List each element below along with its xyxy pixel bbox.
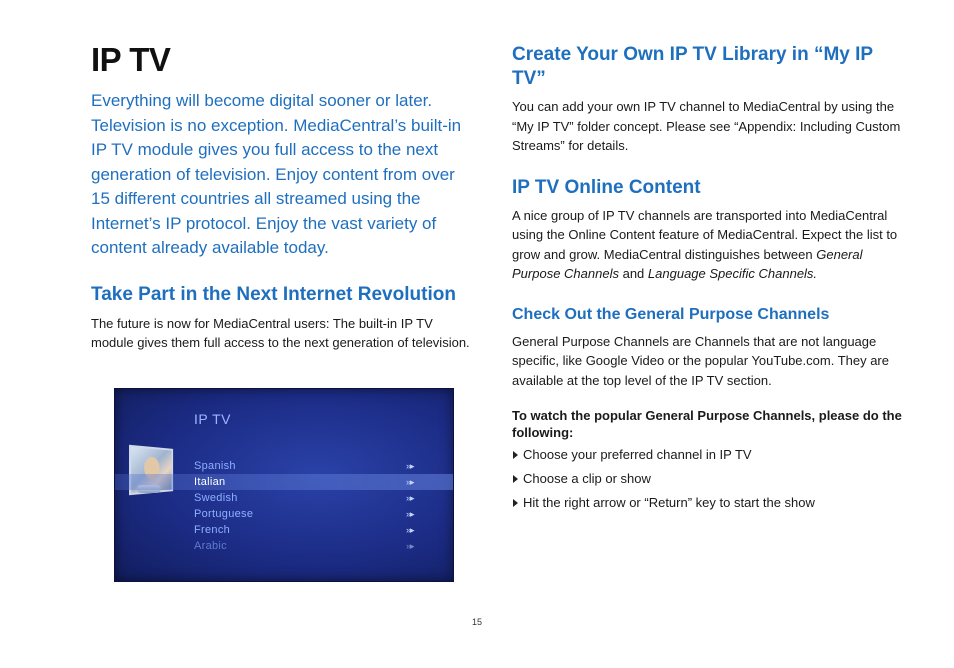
arrow-icon: »▸ bbox=[406, 509, 414, 519]
page-number: 15 bbox=[471, 617, 482, 627]
library-body: You can add your own IP TV channel to MediaCentral by using the “My IP TV” folder concept. Please see “Appendix: Including Custom Streams” for details. bbox=[512, 99, 901, 153]
list-item: Choose a clip or show bbox=[512, 469, 902, 488]
page-title: IP TV bbox=[91, 41, 171, 78]
menu-item-arabic: Arabic »▸ bbox=[194, 540, 414, 552]
arrow-icon: »▸ bbox=[406, 541, 414, 551]
online-content-body: A nice group of IP TV channels are transported into MediaCentral using the Online Content feature of MediaCentral. Expect the list to grow and grow. MediaCentral distinguishes between General Purpose Channels and Language Specific Channels. bbox=[512, 207, 898, 281]
menu-item-italian: Italian »▸ bbox=[115, 474, 453, 490]
revolution-heading: Take Part in the Next Internet Revolution bbox=[91, 283, 456, 305]
list-item: Choose your preferred channel in IP TV bbox=[512, 445, 902, 464]
list-item: Hit the right arrow or “Return” key to start the show bbox=[512, 493, 902, 512]
instructions-heading: To watch the popular General Purpose Channels, please do the following: bbox=[512, 408, 902, 440]
intro-paragraph: Everything will become digital sooner or later. Television is no exception. MediaCentral’s built-in IP TV module gives you full access to the next generation of television. Enjoy content from over 15 different countries all streamed using the Internet’s IP protocol. Enjoy the vast variety of content already available today. bbox=[91, 91, 462, 257]
arrow-icon: »▸ bbox=[406, 525, 414, 535]
steps-list bbox=[512, 445, 902, 512]
language-menu bbox=[115, 458, 453, 554]
bullet-triangle-icon bbox=[513, 499, 518, 507]
screenshot-title: IP TV bbox=[194, 411, 232, 427]
general-purpose-body: General Purpose Channels are Channels that are not language specific, like Google Video or the popular YouTube.com. They are available at the top level of the IP TV section. bbox=[512, 333, 889, 388]
arrow-icon: »▸ bbox=[406, 477, 414, 487]
revolution-body: The future is now for MediaCentral users: The built-in IP TV module gives them full access to the next generation of television. bbox=[91, 315, 470, 350]
menu-item-spanish: Spanish »▸ bbox=[194, 460, 414, 472]
right-column bbox=[512, 43, 902, 517]
arrow-icon: »▸ bbox=[406, 461, 414, 471]
ip-tv-menu-screenshot bbox=[114, 388, 454, 582]
bullet-triangle-icon bbox=[513, 451, 518, 459]
left-column bbox=[91, 40, 476, 353]
menu-item-french: French »▸ bbox=[194, 524, 414, 536]
online-content-heading: IP TV Online Content bbox=[512, 176, 701, 198]
general-purpose-heading: Check Out the General Purpose Channels bbox=[512, 305, 830, 323]
menu-item-swedish: Swedish »▸ bbox=[194, 492, 414, 504]
bullet-triangle-icon bbox=[513, 475, 518, 483]
menu-item-portuguese: Portuguese »▸ bbox=[194, 508, 414, 520]
library-heading: Create Your Own IP TV Library in “My IP TV” bbox=[512, 44, 873, 89]
arrow-icon: »▸ bbox=[406, 493, 414, 503]
